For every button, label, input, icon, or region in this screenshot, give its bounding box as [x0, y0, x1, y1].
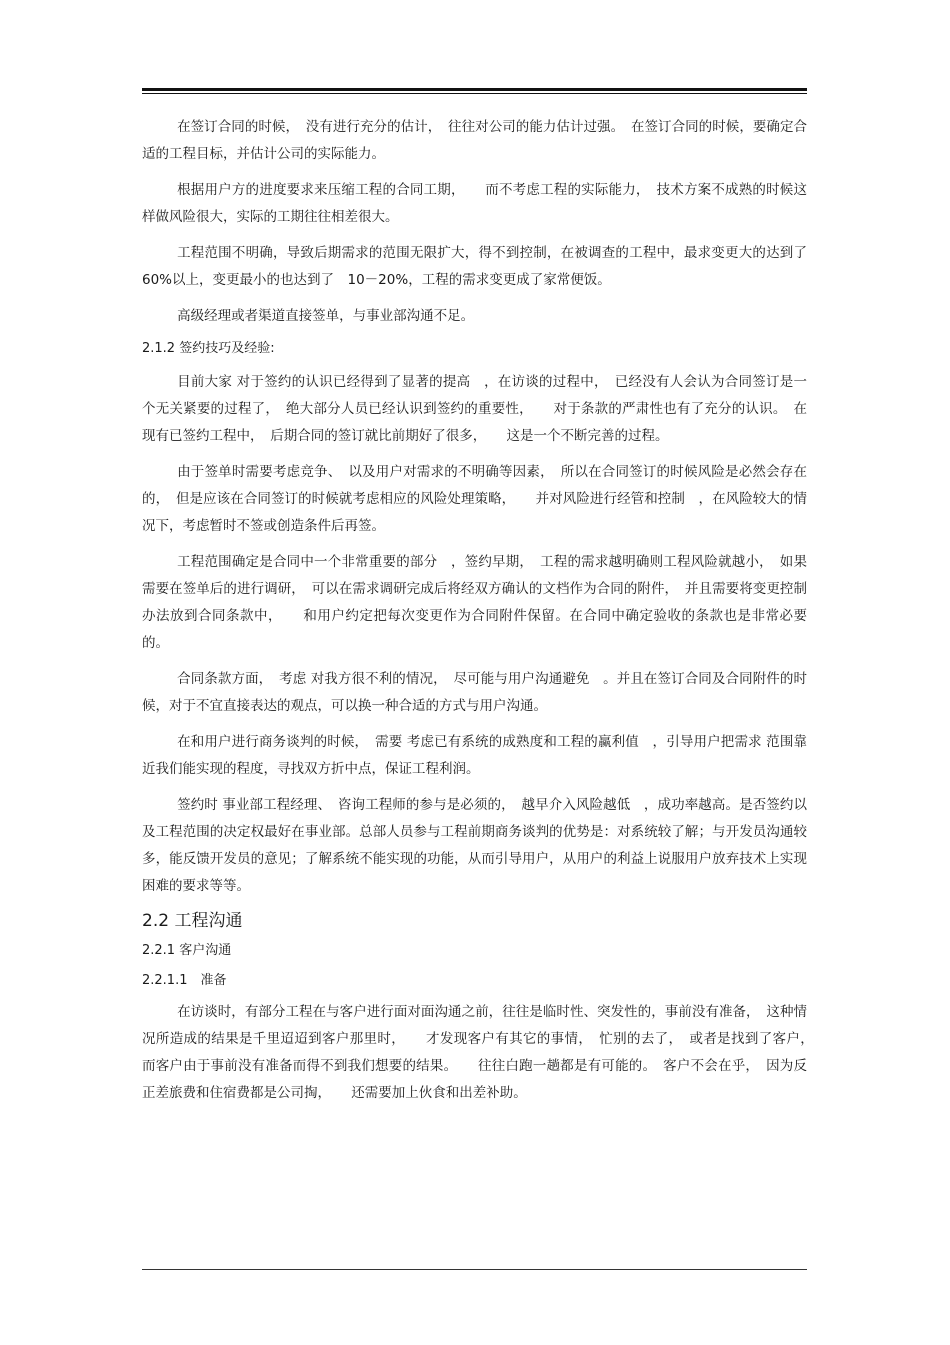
footer-rule: [142, 1269, 807, 1270]
paragraph: 合同条款方面， 考虑 对我方很不利的情况， 尽可能与用户沟通避免 。并且在签订合同及合同附件的时候，对于不宜直接表达的观点，可以换一种合适的方式与用户沟通。: [142, 671, 807, 714]
paragraph: 在和用户进行商务谈判的时候， 需要 考虑已有系统的成熟度和工程的赢利值 ，引导用户把需求 范围靠近我们能实现的程度，寻找双方折中点，保证工程利润。: [142, 734, 807, 777]
paragraph: 在签订合同的时候， 没有进行充分的估计， 往往对公司的能力估计过强。 在签订合同的时候，要确定合适的工程目标，并估计公司的实际能力。: [142, 119, 807, 162]
paragraph: 目前大家 对于签约的认识已经得到了显著的提高 ，在访谈的过程中， 已经没有人会认为合同签订是一个无关紧要的过程了， 绝大部分人员已经认识到签约的重要性， 对于条款的严肃性也有了充分的认识。 在现有已签约工程中， 后期合同的签订就比前期好了很多， 这是一个不断完善的过程。: [142, 374, 807, 444]
paragraph: 在访谈时，有部分工程在与客户进行面对面沟通之前，往往是临时性、突发性的，事前没有准备， 这种情况所造成的结果是千里迢迢到客户那里时， 才发现客户有其它的事情， 忙别的去了， 或者是找到了客户， 而客户由于事前没有准备而得不到我们想要的结果。 往往白跑一趟都是有可能的。 客户不会在乎， 因为反正差旅费和住宿费都是公司掏， 还需要加上伙食和出差补助。: [142, 1004, 821, 1101]
header-rule: [142, 88, 807, 91]
paragraph: 高级经理或者渠道直接签单，与事业部沟通不足。: [177, 308, 475, 324]
section-heading-2-1-2: 2.1.2 签约技巧及经验:: [142, 341, 275, 356]
section-heading-2-2: 2.2 工程沟通: [142, 911, 243, 931]
document-body: [142, 114, 821, 1116]
section-heading-2-2-1: 2.2.1 客户沟通: [142, 943, 232, 958]
paragraph: 工程范围不明确，导致后期需求的范围无限扩大，得不到控制，在被调查的工程中，最求变更大的达到了 60%以上，变更最小的也达到了 10－20%，工程的需求变更成了家常便饭。: [142, 245, 821, 288]
header-rule-thin: [142, 93, 807, 94]
paragraph: 由于签单时需要考虑竞争、 以及用户对需求的不明确等因素， 所以在合同签订的时候风险是必然会存在的， 但是应该在合同签订的时候就考虑相应的风险处理策略， 并对风险进行经管和控制 ，在风险较大的情况下，考虑暂时不签或创造条件后再签。: [142, 464, 807, 534]
section-heading-2-2-1-1: 2.2.1.1 准备: [142, 973, 227, 988]
paragraph: 工程范围确定是合同中一个非常重要的部分 ，签约早期， 工程的需求越明确则工程风险就越小， 如果需要在签单后的进行调研， 可以在需求调研完成后将经双方确认的文档作为合同的附件， 并且需要将变更控制办法放到合同条款中， 和用户约定把每次变更作为合同附件保留。在合同中确定验收的条款也是非常必要的。: [142, 554, 807, 651]
paragraph: 根据用户方的进度要求来压缩工程的合同工期， 而不考虑工程的实际能力， 技术方案不成熟的时候这样做风险很大，实际的工期往往相差很大。: [142, 182, 807, 225]
paragraph: 签约时 事业部工程经理、 咨询工程师的参与是必须的， 越早介入风险越低 ，成功率越高。是否签约以及工程范围的决定权最好在事业部。总部人员参与工程前期商务谈判的优势是：对系统较了解；与开发员沟通较多，能反馈开发员的意见；了解系统不能实现的功能，从而引导用户，从用户的利益上说服用户放弃技术上实现困难的要求等等。: [142, 797, 807, 894]
